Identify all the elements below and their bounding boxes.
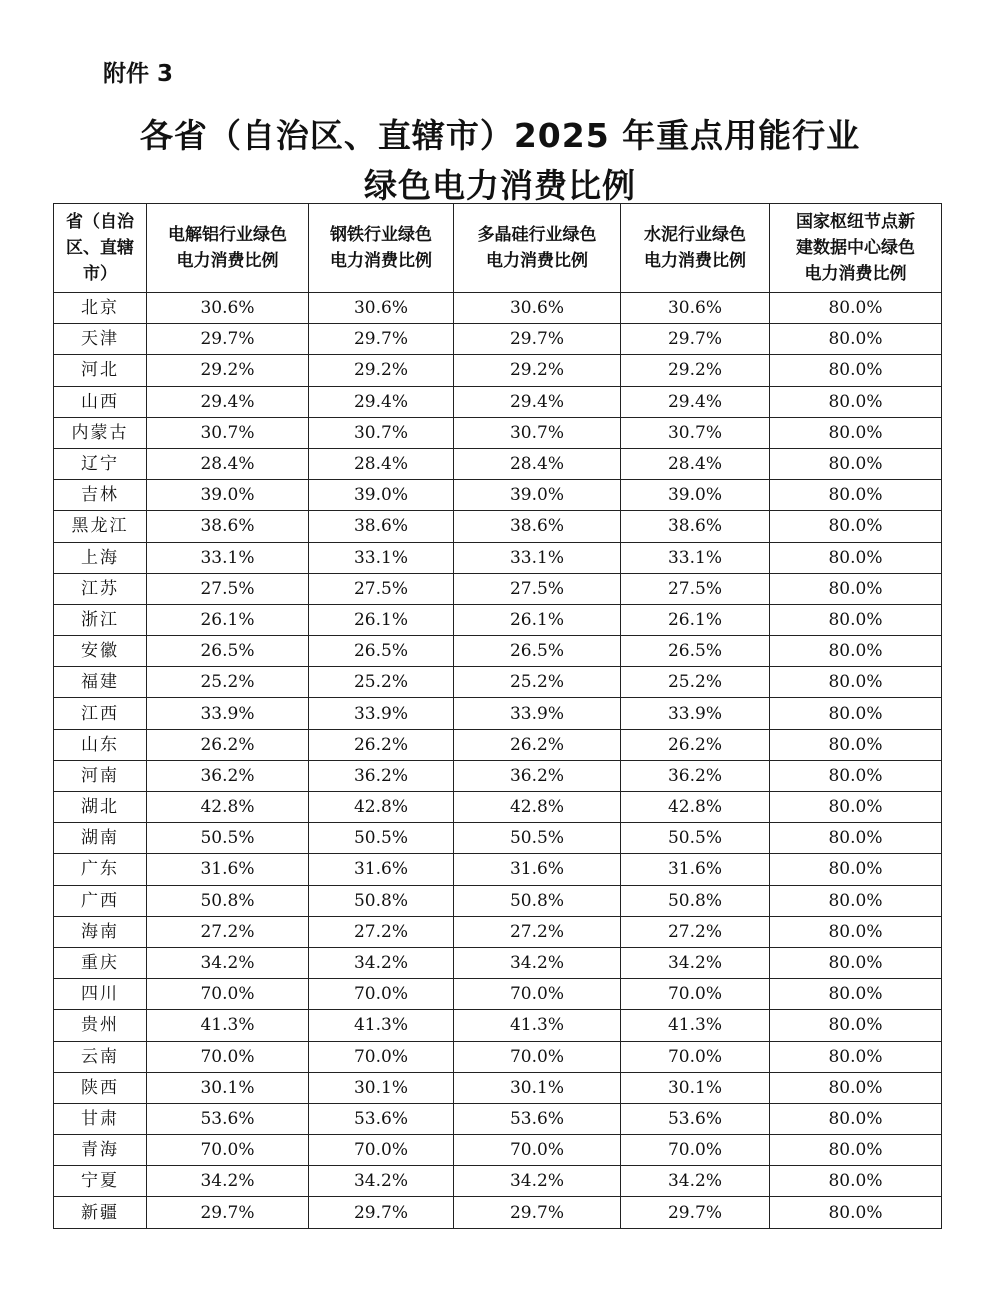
header-line: 钢铁行业绿色 <box>330 225 432 245</box>
province-cell: 甘肃 <box>54 1103 147 1134</box>
ratio-cell: 39.0% <box>454 480 621 511</box>
ratio-cell: 53.6% <box>309 1103 454 1134</box>
table-row <box>54 355 942 386</box>
ratio-cell: 33.1% <box>147 542 309 573</box>
ratio-cell: 80.0% <box>770 480 942 511</box>
province-cell: 辽宁 <box>54 448 147 479</box>
ratio-cell: 70.0% <box>309 1135 454 1166</box>
province-cell: 广西 <box>54 885 147 916</box>
ratio-cell: 80.0% <box>770 1010 942 1041</box>
ratio-cell: 34.2% <box>454 1166 621 1197</box>
province-cell: 山西 <box>54 386 147 417</box>
ratio-cell: 41.3% <box>309 1010 454 1041</box>
province-cell: 上海 <box>54 542 147 573</box>
ratio-cell: 80.0% <box>770 542 942 573</box>
header-line: 电解铝行业绿色 <box>168 225 287 245</box>
table-row <box>54 636 942 667</box>
ratio-cell: 50.8% <box>454 885 621 916</box>
green-power-ratio-table <box>53 203 942 1229</box>
ratio-cell: 42.8% <box>621 792 770 823</box>
header-line: 省（自治 <box>66 212 134 232</box>
table-row <box>54 573 942 604</box>
table-body <box>54 293 942 1229</box>
ratio-cell: 29.2% <box>309 355 454 386</box>
table-row <box>54 1072 942 1103</box>
province-cell: 陕西 <box>54 1072 147 1103</box>
table-row <box>54 542 942 573</box>
header-line: 国家枢纽节点新 <box>796 212 915 232</box>
province-cell: 青海 <box>54 1135 147 1166</box>
ratio-cell: 70.0% <box>454 1041 621 1072</box>
ratio-cell: 30.7% <box>621 417 770 448</box>
ratio-cell: 80.0% <box>770 729 942 760</box>
header-line: 市） <box>83 264 117 284</box>
ratio-cell: 50.5% <box>147 823 309 854</box>
table-row <box>54 386 942 417</box>
table-row <box>54 511 942 542</box>
table-row <box>54 947 942 978</box>
ratio-cell: 70.0% <box>309 1041 454 1072</box>
ratio-cell: 29.2% <box>147 355 309 386</box>
ratio-cell: 80.0% <box>770 916 942 947</box>
ratio-cell: 30.1% <box>454 1072 621 1103</box>
ratio-cell: 30.6% <box>454 293 621 324</box>
ratio-cell: 26.1% <box>454 604 621 635</box>
ratio-cell: 70.0% <box>454 1135 621 1166</box>
province-cell: 浙江 <box>54 604 147 635</box>
table-row <box>54 854 942 885</box>
table-row <box>54 293 942 324</box>
ratio-cell: 80.0% <box>770 1197 942 1228</box>
ratio-cell: 33.1% <box>621 542 770 573</box>
ratio-cell: 29.4% <box>454 386 621 417</box>
ratio-cell: 31.6% <box>621 854 770 885</box>
ratio-cell: 26.1% <box>147 604 309 635</box>
province-cell: 吉林 <box>54 480 147 511</box>
ratio-cell: 33.1% <box>309 542 454 573</box>
province-cell: 黑龙江 <box>54 511 147 542</box>
ratio-cell: 26.2% <box>454 729 621 760</box>
ratio-cell: 38.6% <box>454 511 621 542</box>
table-row <box>54 1010 942 1041</box>
ratio-cell: 29.4% <box>621 386 770 417</box>
ratio-cell: 26.2% <box>621 729 770 760</box>
ratio-cell: 29.7% <box>454 1197 621 1228</box>
ratio-cell: 53.6% <box>454 1103 621 1134</box>
ratio-cell: 30.1% <box>309 1072 454 1103</box>
table-row <box>54 1197 942 1228</box>
ratio-cell: 33.1% <box>454 542 621 573</box>
ratio-cell: 36.2% <box>309 760 454 791</box>
table-row <box>54 823 942 854</box>
ratio-cell: 80.0% <box>770 823 942 854</box>
ratio-cell: 31.6% <box>147 854 309 885</box>
ratio-cell: 80.0% <box>770 1135 942 1166</box>
ratio-cell: 80.0% <box>770 511 942 542</box>
ratio-cell: 80.0% <box>770 760 942 791</box>
province-cell: 北京 <box>54 293 147 324</box>
ratio-cell: 26.5% <box>454 636 621 667</box>
ratio-cell: 29.4% <box>147 386 309 417</box>
province-cell: 四川 <box>54 979 147 1010</box>
ratio-cell: 27.5% <box>621 573 770 604</box>
ratio-cell: 70.0% <box>147 1135 309 1166</box>
ratio-cell: 41.3% <box>621 1010 770 1041</box>
ratio-cell: 70.0% <box>621 1041 770 1072</box>
ratio-cell: 80.0% <box>770 417 942 448</box>
ratio-cell: 70.0% <box>147 1041 309 1072</box>
ratio-cell: 39.0% <box>309 480 454 511</box>
ratio-cell: 29.7% <box>309 1197 454 1228</box>
ratio-cell: 25.2% <box>454 667 621 698</box>
table-row <box>54 448 942 479</box>
ratio-cell: 34.2% <box>621 947 770 978</box>
ratio-cell: 31.6% <box>454 854 621 885</box>
header-data-center <box>770 204 942 293</box>
ratio-cell: 80.0% <box>770 698 942 729</box>
province-cell: 云南 <box>54 1041 147 1072</box>
ratio-cell: 29.7% <box>621 324 770 355</box>
table-row <box>54 604 942 635</box>
ratio-cell: 50.8% <box>309 885 454 916</box>
ratio-cell: 38.6% <box>147 511 309 542</box>
province-cell: 湖南 <box>54 823 147 854</box>
ratio-cell: 34.2% <box>309 947 454 978</box>
ratio-cell: 80.0% <box>770 324 942 355</box>
document-title-line-1: 各省（自治区、直辖市）2025 年重点用能行业 <box>139 116 861 155</box>
ratio-cell: 38.6% <box>309 511 454 542</box>
table-row <box>54 729 942 760</box>
ratio-cell: 33.9% <box>309 698 454 729</box>
province-cell: 重庆 <box>54 947 147 978</box>
ratio-cell: 50.5% <box>454 823 621 854</box>
ratio-cell: 25.2% <box>147 667 309 698</box>
ratio-cell: 70.0% <box>147 979 309 1010</box>
ratio-cell: 70.0% <box>621 979 770 1010</box>
province-cell: 福建 <box>54 667 147 698</box>
ratio-cell: 39.0% <box>621 480 770 511</box>
ratio-cell: 80.0% <box>770 293 942 324</box>
header-line: 电力消费比例 <box>176 251 279 271</box>
attachment-label: 附件 3 <box>103 61 174 87</box>
header-line: 电力消费比例 <box>486 251 588 271</box>
ratio-cell: 26.1% <box>621 604 770 635</box>
table-row <box>54 1041 942 1072</box>
header-line: 电力消费比例 <box>804 264 907 284</box>
ratio-cell: 80.0% <box>770 854 942 885</box>
header-steel <box>309 204 454 293</box>
province-cell: 山东 <box>54 729 147 760</box>
ratio-cell: 27.2% <box>147 916 309 947</box>
ratio-cell: 33.9% <box>454 698 621 729</box>
ratio-cell: 80.0% <box>770 355 942 386</box>
ratio-cell: 29.7% <box>147 1197 309 1228</box>
ratio-cell: 26.5% <box>309 636 454 667</box>
ratio-cell: 27.5% <box>309 573 454 604</box>
province-cell: 河北 <box>54 355 147 386</box>
ratio-cell: 30.1% <box>147 1072 309 1103</box>
ratio-cell: 26.1% <box>309 604 454 635</box>
ratio-cell: 30.7% <box>309 417 454 448</box>
ratio-cell: 50.8% <box>147 885 309 916</box>
ratio-cell: 27.2% <box>454 916 621 947</box>
ratio-cell: 26.2% <box>309 729 454 760</box>
ratio-cell: 27.5% <box>454 573 621 604</box>
table-row <box>54 979 942 1010</box>
ratio-cell: 30.7% <box>454 417 621 448</box>
ratio-cell: 80.0% <box>770 1072 942 1103</box>
ratio-cell: 80.0% <box>770 979 942 1010</box>
ratio-cell: 80.0% <box>770 885 942 916</box>
ratio-cell: 70.0% <box>309 979 454 1010</box>
ratio-cell: 80.0% <box>770 667 942 698</box>
ratio-cell: 70.0% <box>454 979 621 1010</box>
header-line: 多晶硅行业绿色 <box>477 225 597 245</box>
ratio-cell: 50.5% <box>309 823 454 854</box>
ratio-cell: 29.4% <box>309 386 454 417</box>
ratio-cell: 41.3% <box>454 1010 621 1041</box>
ratio-cell: 80.0% <box>770 1166 942 1197</box>
ratio-cell: 26.2% <box>147 729 309 760</box>
ratio-cell: 42.8% <box>309 792 454 823</box>
header-aluminum <box>147 204 309 293</box>
ratio-cell: 34.2% <box>147 1166 309 1197</box>
province-cell: 新疆 <box>54 1197 147 1228</box>
header-line: 区、直辖 <box>66 238 134 258</box>
ratio-cell: 29.2% <box>454 355 621 386</box>
ratio-cell: 80.0% <box>770 636 942 667</box>
ratio-cell: 25.2% <box>309 667 454 698</box>
ratio-cell: 26.5% <box>621 636 770 667</box>
ratio-cell: 29.7% <box>309 324 454 355</box>
ratio-cell: 30.7% <box>147 417 309 448</box>
table-row <box>54 760 942 791</box>
ratio-cell: 33.9% <box>147 698 309 729</box>
ratio-cell: 34.2% <box>454 947 621 978</box>
ratio-cell: 50.8% <box>621 885 770 916</box>
table-header-row <box>54 204 942 293</box>
province-cell: 广东 <box>54 854 147 885</box>
ratio-cell: 28.4% <box>621 448 770 479</box>
province-cell: 江苏 <box>54 573 147 604</box>
header-line: 电力消费比例 <box>644 251 746 271</box>
ratio-cell: 80.0% <box>770 1103 942 1134</box>
table-row <box>54 885 942 916</box>
table-row <box>54 1103 942 1134</box>
ratio-cell: 36.2% <box>621 760 770 791</box>
province-cell: 江西 <box>54 698 147 729</box>
document-title-line-2: 绿色电力消费比例 <box>364 166 636 205</box>
province-cell: 安徽 <box>54 636 147 667</box>
ratio-cell: 34.2% <box>309 1166 454 1197</box>
header-polysilicon <box>454 204 621 293</box>
province-cell: 河南 <box>54 760 147 791</box>
table-row <box>54 916 942 947</box>
ratio-cell: 25.2% <box>621 667 770 698</box>
ratio-cell: 30.6% <box>147 293 309 324</box>
table-row <box>54 324 942 355</box>
table-row <box>54 1166 942 1197</box>
ratio-cell: 80.0% <box>770 947 942 978</box>
ratio-cell: 41.3% <box>147 1010 309 1041</box>
ratio-cell: 29.7% <box>621 1197 770 1228</box>
ratio-cell: 33.9% <box>621 698 770 729</box>
ratio-cell: 26.5% <box>147 636 309 667</box>
ratio-cell: 28.4% <box>454 448 621 479</box>
ratio-cell: 70.0% <box>621 1135 770 1166</box>
ratio-cell: 53.6% <box>621 1103 770 1134</box>
ratio-cell: 34.2% <box>621 1166 770 1197</box>
ratio-cell: 27.2% <box>309 916 454 947</box>
ratio-cell: 28.4% <box>309 448 454 479</box>
ratio-cell: 28.4% <box>147 448 309 479</box>
ratio-cell: 80.0% <box>770 448 942 479</box>
province-cell: 天津 <box>54 324 147 355</box>
ratio-cell: 34.2% <box>147 947 309 978</box>
ratio-cell: 27.2% <box>621 916 770 947</box>
table-row <box>54 1135 942 1166</box>
ratio-cell: 29.7% <box>147 324 309 355</box>
province-cell: 宁夏 <box>54 1166 147 1197</box>
header-line: 建数据中心绿色 <box>796 238 915 258</box>
header-line: 水泥行业绿色 <box>644 225 746 245</box>
ratio-cell: 42.8% <box>454 792 621 823</box>
ratio-cell: 31.6% <box>309 854 454 885</box>
ratio-cell: 27.5% <box>147 573 309 604</box>
ratio-cell: 29.7% <box>454 324 621 355</box>
ratio-cell: 36.2% <box>454 760 621 791</box>
ratio-cell: 53.6% <box>147 1103 309 1134</box>
ratio-cell: 80.0% <box>770 573 942 604</box>
province-cell: 海南 <box>54 916 147 947</box>
ratio-cell: 38.6% <box>621 511 770 542</box>
ratio-cell: 80.0% <box>770 1041 942 1072</box>
ratio-cell: 39.0% <box>147 480 309 511</box>
ratio-cell: 50.5% <box>621 823 770 854</box>
ratio-cell: 36.2% <box>147 760 309 791</box>
header-province <box>54 204 147 293</box>
province-cell: 贵州 <box>54 1010 147 1041</box>
province-cell: 湖北 <box>54 792 147 823</box>
table-row <box>54 698 942 729</box>
header-line: 电力消费比例 <box>330 251 432 271</box>
header-cement <box>621 204 770 293</box>
table-row <box>54 480 942 511</box>
ratio-cell: 80.0% <box>770 604 942 635</box>
table-row <box>54 792 942 823</box>
ratio-cell: 29.2% <box>621 355 770 386</box>
ratio-cell: 80.0% <box>770 386 942 417</box>
ratio-cell: 30.1% <box>621 1072 770 1103</box>
table-row <box>54 417 942 448</box>
ratio-cell: 80.0% <box>770 792 942 823</box>
table-row <box>54 667 942 698</box>
ratio-cell: 42.8% <box>147 792 309 823</box>
ratio-cell: 30.6% <box>309 293 454 324</box>
province-cell: 内蒙古 <box>54 417 147 448</box>
ratio-cell: 30.6% <box>621 293 770 324</box>
